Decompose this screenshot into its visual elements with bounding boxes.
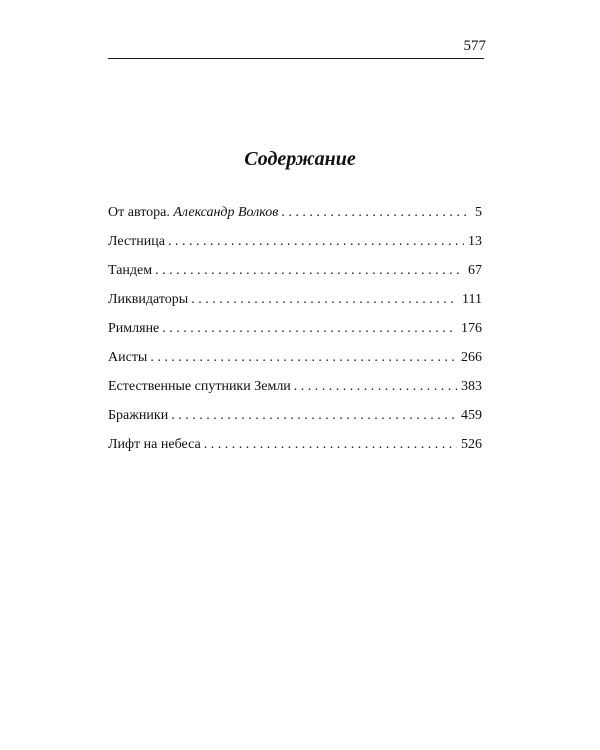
toc-entry-title: Аисты <box>108 350 148 365</box>
toc-entry-page: 13 <box>468 234 482 249</box>
toc-entry-page: 459 <box>461 408 482 423</box>
toc-entry <box>108 204 482 233</box>
toc-entry <box>108 349 482 378</box>
toc-leader-dots <box>171 407 457 425</box>
toc-leader-dots <box>191 291 458 309</box>
toc-leader-dots <box>294 378 457 396</box>
toc-entry-title: Бражники <box>108 408 169 423</box>
header-rule <box>108 58 484 59</box>
toc-entry <box>108 378 482 407</box>
toc-entry-title: Лифт на небеса <box>108 437 201 452</box>
toc-entry-title: Ликвидаторы <box>108 292 189 307</box>
toc-entry-title: От автора. <box>108 205 170 220</box>
toc-entry-page: 67 <box>468 263 482 278</box>
toc-entry-title: Лестница <box>108 234 165 249</box>
toc-entry-title: Тандем <box>108 263 153 278</box>
toc-entry-page: 526 <box>461 437 482 452</box>
toc-entry-page: 111 <box>462 292 482 307</box>
toc-title: Содержание <box>244 148 356 170</box>
toc-entry <box>108 320 482 349</box>
toc-entry <box>108 436 482 465</box>
toc-entry-label <box>108 204 278 222</box>
toc-entry-page: 383 <box>461 379 482 394</box>
toc-entry-page: 266 <box>461 350 482 365</box>
toc-entry <box>108 291 482 320</box>
toc-entry-title: Естественные спутники Земли <box>108 379 291 394</box>
toc-leader-dots <box>150 349 457 367</box>
toc-entry <box>108 407 482 436</box>
toc-entry-page: 176 <box>461 321 482 336</box>
toc-entry-author: Александр Волков <box>173 205 279 220</box>
toc-leader-dots <box>155 262 464 280</box>
toc-leader-dots <box>168 233 464 251</box>
toc-entry <box>108 262 482 291</box>
toc-leader-dots <box>281 204 471 222</box>
toc-leader-dots <box>204 436 457 454</box>
page-number: 577 <box>463 38 486 54</box>
toc-entry-title: Римляне <box>108 321 160 336</box>
toc-list <box>108 204 482 465</box>
toc-leader-dots <box>162 320 457 338</box>
toc-entry-page: 5 <box>475 205 482 220</box>
toc-entry <box>108 233 482 262</box>
